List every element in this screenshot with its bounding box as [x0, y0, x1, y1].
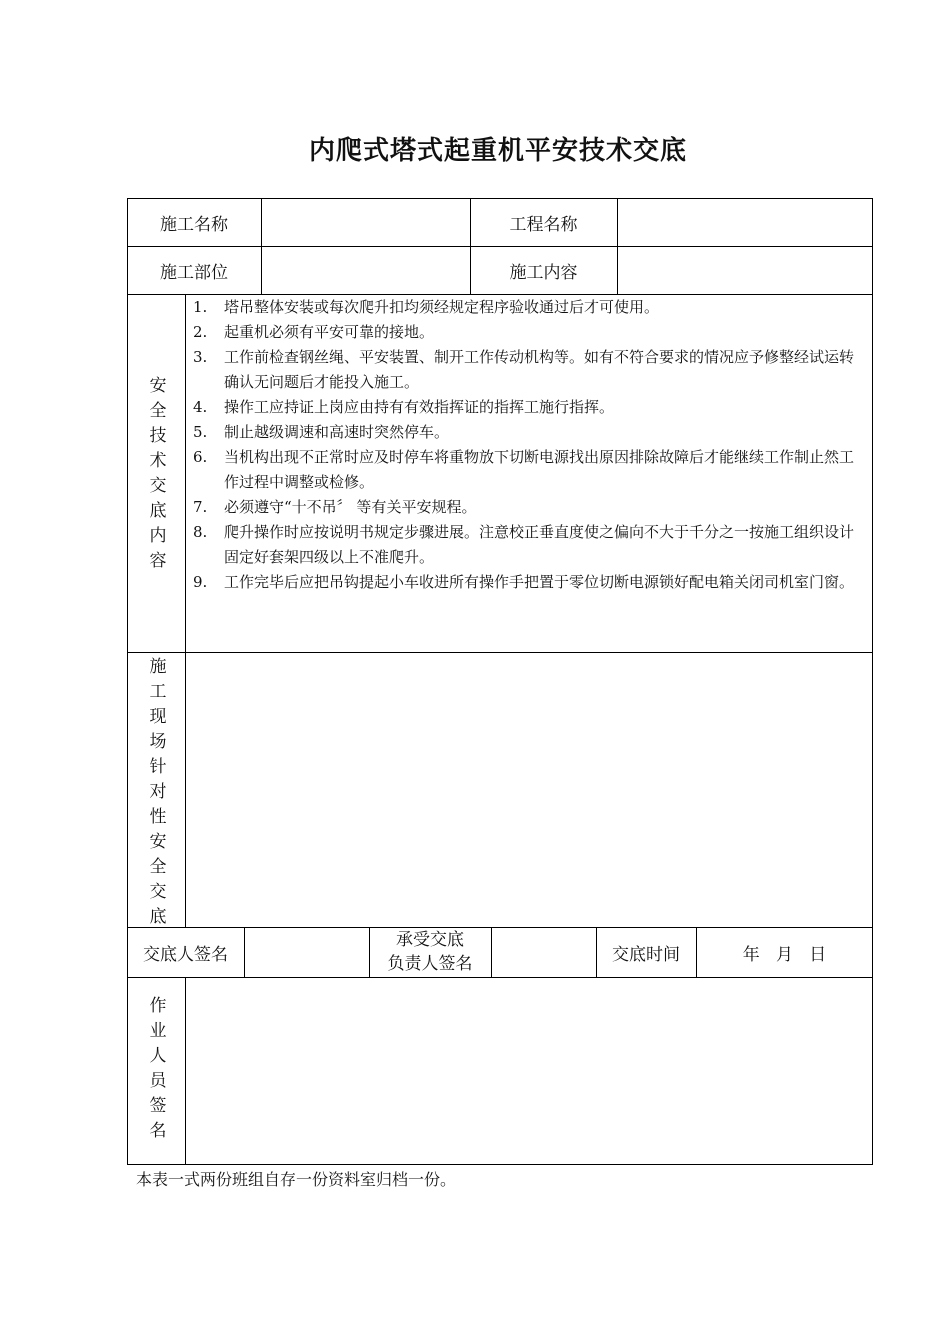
presenter-signature-label: 交底人签名: [143, 944, 228, 965]
label-char: 技: [149, 426, 167, 446]
label-char: 交: [149, 882, 167, 902]
safety-item-text: 必须遵守“十不吊〞 等有关平安规程。: [224, 498, 477, 516]
safety-items-list: [193, 295, 867, 595]
construction-content-label: 施工内容: [509, 262, 578, 283]
construction-part-field[interactable]: [261, 246, 470, 294]
receiver-signature-label: [369, 927, 491, 977]
label-char: 安: [149, 832, 167, 852]
safety-item: [193, 520, 867, 570]
safety-item: [193, 295, 867, 320]
safety-item-text: 塔吊整体安装或每次爬升扣均须经规定程序验收通过后才可使用。: [224, 298, 660, 316]
receiver-signature-field[interactable]: [491, 927, 596, 977]
safety-item-number: 3.: [193, 348, 208, 366]
safety-item: [193, 445, 867, 495]
safety-item-text: 当机构出现不正常时应及时停车将重物放下切断电源找出原因排除故障后才能继续工作制止然工作过程中调整或检修。: [224, 448, 855, 491]
safety-item: [193, 420, 867, 445]
project-name-label: 工程名称: [509, 214, 578, 235]
label-char: 底: [149, 501, 167, 521]
receiver-label-line1: 承受交底: [396, 930, 464, 950]
label-char: 业: [149, 1021, 167, 1041]
safety-item-text: 工作前检查钢丝绳、平安装置、制开工作传动机构等。如有不符合要求的情况应予修整经试运转确认无问题后才能投入施工。: [224, 348, 855, 391]
safety-item: [193, 395, 867, 420]
safety-item-number: 2.: [193, 323, 208, 341]
label-char: 性: [149, 807, 167, 827]
safety-item-number: 1.: [193, 298, 208, 316]
label-char: 术: [149, 451, 167, 471]
safety-item-number: 7.: [193, 498, 208, 516]
receiver-label-line2: 负责人签名: [387, 954, 473, 974]
label-char: 全: [149, 401, 167, 421]
safety-disclosure-label: [143, 374, 173, 574]
construction-part-label: 施工部位: [160, 262, 228, 283]
label-char: 现: [149, 707, 167, 727]
label-char: 场: [149, 732, 167, 752]
safety-item: [193, 495, 867, 520]
label-char: 作: [149, 996, 167, 1016]
label-char: 安: [149, 376, 167, 396]
safety-item-text: 爬升操作时应按说明书规定步骤进展。注意校正垂直度使之偏向不大于千分之一按施工组织设计固定好套架四级以上不准爬升。: [224, 523, 855, 566]
label-char: 对: [149, 782, 167, 802]
safety-item: [193, 570, 867, 595]
construction-name-field[interactable]: [261, 198, 470, 246]
safety-item-text: 起重机必须有平安可靠的接地。: [224, 323, 435, 341]
safety-item-number: 6.: [193, 448, 208, 466]
disclosure-form: [127, 198, 873, 1165]
safety-item-number: 8.: [193, 523, 208, 541]
label-char: 底: [149, 907, 167, 927]
form-footer-note: 本表一式两份班组自存一份资料室归档一份。: [136, 1170, 457, 1189]
label-char: 针: [149, 757, 167, 777]
label-char: 交: [149, 476, 167, 496]
safety-item-number: 5.: [193, 423, 208, 441]
safety-item-number: 9.: [193, 573, 208, 591]
workers-signature-label: [143, 994, 173, 1144]
safety-item-text: 制止越级调速和高速时突然停车。: [224, 423, 450, 441]
presenter-signature-field[interactable]: [244, 927, 369, 977]
construction-name-label: 施工名称: [160, 214, 228, 235]
safety-item-text: 操作工应持证上岗应由持有有效指挥证的指挥工施行指挥。: [224, 398, 615, 416]
label-char: 全: [149, 857, 167, 877]
label-char: 施: [149, 657, 167, 677]
project-name-field[interactable]: [617, 198, 873, 246]
construction-content-field[interactable]: [617, 246, 873, 294]
disclosure-time-label: 交底时间: [612, 944, 680, 965]
workers-signature-field[interactable]: [185, 977, 873, 1165]
disclosure-date-field[interactable]: 年 月 日: [742, 944, 827, 965]
label-char: 容: [149, 551, 167, 571]
label-char: 员: [149, 1071, 167, 1091]
page-title: 内爬式塔式起重机平安技术交底: [308, 136, 687, 166]
safety-item: [193, 320, 867, 345]
site-specific-disclosure-field[interactable]: [185, 652, 873, 927]
label-char: 人: [149, 1046, 167, 1066]
safety-item: [193, 345, 867, 395]
safety-item-number: 4.: [193, 398, 208, 416]
safety-item-text: 工作完毕后应把吊钩提起小车收进所有操作手把置于零位切断电源锁好配电箱关闭司机室门窗。: [224, 573, 855, 591]
label-char: 名: [149, 1121, 167, 1141]
label-char: 工: [149, 682, 167, 702]
site-specific-disclosure-label: [143, 655, 173, 930]
label-char: 签: [149, 1096, 167, 1116]
label-char: 内: [149, 526, 167, 546]
